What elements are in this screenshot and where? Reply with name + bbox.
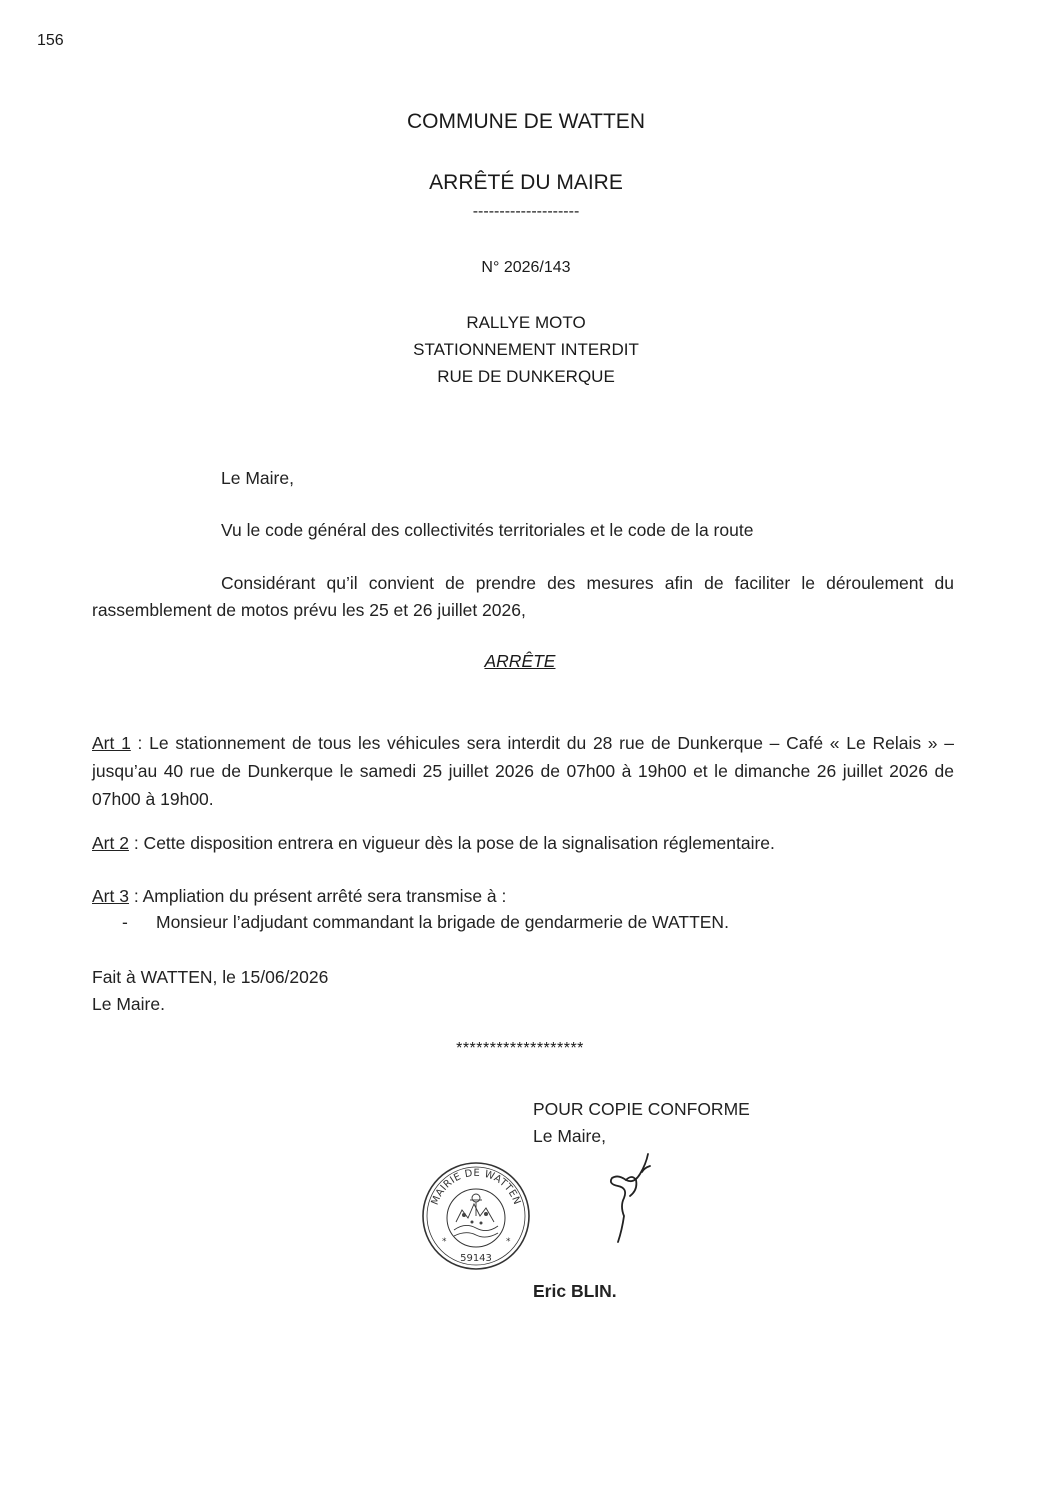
article-1 bbox=[92, 729, 954, 813]
stars-separator: ******************* bbox=[456, 1040, 584, 1057]
article-2-label: Art 2 bbox=[92, 833, 129, 853]
article-2 bbox=[92, 833, 775, 854]
mairie-seal-stamp bbox=[420, 1160, 532, 1272]
subject-line-3: RUE DE DUNKERQUE bbox=[437, 367, 615, 386]
opening-le-maire: Le Maire, bbox=[221, 468, 294, 488]
article-3-recipient-text: Monsieur l’adjudant commandant la brigade de gendarmerie de WATTEN. bbox=[156, 912, 729, 932]
vu-clause: Vu le code général des collectivités territoriales et le code de la route bbox=[221, 520, 754, 540]
article-3 bbox=[92, 886, 506, 907]
commune-heading: COMMUNE DE WATTEN bbox=[407, 110, 645, 133]
article-3-label: Art 3 bbox=[92, 886, 129, 906]
list-dash: - bbox=[122, 912, 128, 932]
signatory-name: Eric BLIN. bbox=[533, 1281, 617, 1301]
svg-text:*: * bbox=[506, 1237, 511, 1247]
copie-conforme-label: POUR COPIE CONFORME bbox=[533, 1099, 750, 1119]
arrete-number: N° 2026/143 bbox=[481, 259, 571, 276]
fait-date: Fait à WATTEN, le 15/06/2026 bbox=[92, 967, 329, 987]
subject-block bbox=[0, 309, 1052, 390]
fait-le-maire: Le Maire. bbox=[92, 994, 165, 1014]
article-3-text: : Ampliation du présent arrêté sera transmise à : bbox=[128, 886, 507, 906]
document-title: ARRÊTÉ DU MAIRE bbox=[429, 171, 623, 194]
copie-conforme-block bbox=[533, 1096, 750, 1150]
seal-postcode-text: 59143 bbox=[460, 1253, 492, 1264]
seal-top-text: MAIRIE DE WATTEN bbox=[429, 1167, 523, 1207]
page-number: 156 bbox=[37, 32, 64, 49]
svg-text:*: * bbox=[442, 1237, 447, 1247]
article-2-text: : Cette disposition entrera en vigueur dès la pose de la signalisation réglementaire. bbox=[128, 833, 775, 853]
article-3-recipient bbox=[122, 912, 729, 933]
title-separator: -------------------- bbox=[472, 203, 580, 220]
subject-line-2: STATIONNEMENT INTERDIT bbox=[413, 340, 639, 359]
fait-block bbox=[92, 964, 328, 1018]
arrete-heading: ARRÊTE bbox=[484, 651, 556, 671]
article-1-text: : Le stationnement de tous les véhicules sera interdit du 28 rue de Dunkerque – Café « Le Relais » – jusqu’au 40 rue de Dunkerque le samedi 25 juillet 2026 de 07h00 à 19h00 et le dimanche 26 juillet 2026 de 07h00 à 19h00. bbox=[92, 733, 954, 809]
mayor-signature bbox=[598, 1150, 668, 1250]
considerant-clause: Considérant qu’il convient de prendre des mesures afin de faciliter le déroulement du rassemblement de motos prévu les 25 et 26 juillet 2026, bbox=[92, 573, 954, 620]
article-1-label: Art 1 bbox=[92, 733, 131, 753]
subject-line-1: RALLYE MOTO bbox=[466, 313, 586, 332]
copie-le-maire: Le Maire, bbox=[533, 1126, 606, 1146]
